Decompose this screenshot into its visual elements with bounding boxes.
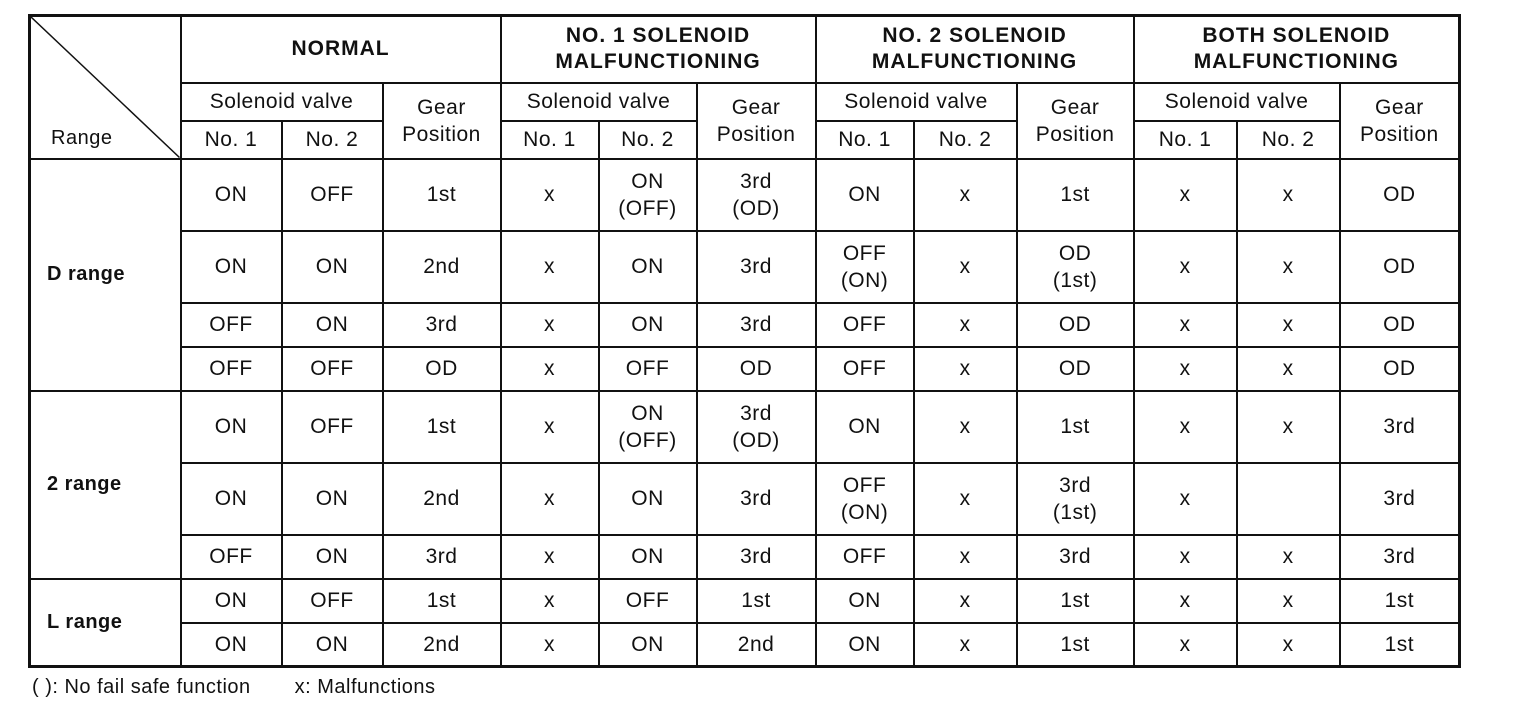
table-cell: x [1237,347,1340,391]
gear-position-header: Gear Position [1340,83,1460,159]
table-row [30,303,1460,347]
table-cell: x [914,159,1017,231]
table-cell: x [1134,535,1237,579]
table-cell: OD [1340,159,1460,231]
gear-position-header: Gear Position [697,83,816,159]
table-cell: OFF [282,391,383,463]
table-cell: x [914,463,1017,535]
table-cell: x [914,535,1017,579]
table-cell: ON [816,159,914,231]
range-label-cell: D range [30,159,181,391]
table-cell: OFF [181,303,282,347]
table-cell: ON [282,535,383,579]
table-cell: x [501,231,599,303]
table-cell: x [1237,623,1340,667]
group-header-no2-malfunctioning: NO. 2 SOLENOID MALFUNCTIONING [816,16,1134,83]
table-cell: x [1134,231,1237,303]
valve-no1-header: No. 1 [1134,121,1237,159]
table-cell: x [1237,159,1340,231]
table-cell: 1st [383,579,501,623]
valve-no2-header: No. 2 [599,121,697,159]
table-row [30,535,1460,579]
group-header-normal: NORMAL [181,16,501,83]
table-cell: ON (OFF) [599,391,697,463]
table-cell: 1st [383,391,501,463]
table-cell: x [914,231,1017,303]
table-cell: 3rd [697,231,816,303]
table-cell: 3rd [697,535,816,579]
table-cell: x [914,579,1017,623]
table-cell: OFF (ON) [816,463,914,535]
table-cell: ON [181,579,282,623]
table-cell: ON [181,463,282,535]
table-cell: ON [599,303,697,347]
table-cell: x [501,391,599,463]
table-cell: 3rd (OD) [697,159,816,231]
table-cell: ON [599,623,697,667]
table-cell: x [1134,159,1237,231]
legend-paren-note: ( ): No fail safe function [32,676,251,698]
range-corner-header [30,16,181,159]
table-cell: OFF (ON) [816,231,914,303]
table-cell: 1st [1340,623,1460,667]
table-cell: x [501,347,599,391]
table-cell: x [501,579,599,623]
table-row [30,463,1460,535]
table-cell: OD [383,347,501,391]
range-label-cell: 2 range [30,391,181,579]
table-cell: 3rd (OD) [697,391,816,463]
table-cell: x [914,303,1017,347]
table-cell: 3rd [1340,535,1460,579]
table-cell: 3rd (1st) [1017,463,1134,535]
solenoid-malfunction-table [28,14,1461,668]
table-cell: ON [181,159,282,231]
table-cell: OD [1340,231,1460,303]
table-cell: x [501,535,599,579]
table-row [30,347,1460,391]
table-cell: 1st [1017,623,1134,667]
table-cell: x [1134,623,1237,667]
table-cell: OD [1340,347,1460,391]
table-cell: 3rd [697,303,816,347]
table-cell: 3rd [1340,391,1460,463]
table-cell: x [501,303,599,347]
table-cell: x [1134,463,1237,535]
solenoid-valve-header: Solenoid valve [501,83,697,121]
gear-position-header: Gear Position [1017,83,1134,159]
valve-no1-header: No. 1 [501,121,599,159]
table-cell: x [914,391,1017,463]
table-row [30,391,1460,463]
table-cell: ON [282,303,383,347]
range-label-cell: L range [30,579,181,667]
table-cell: ON [181,623,282,667]
table-cell: 1st [1340,579,1460,623]
table-cell: 3rd [1017,535,1134,579]
table-cell: 2nd [383,623,501,667]
table-cell: x [1134,303,1237,347]
gear-position-header: Gear Position [383,83,501,159]
table-row [30,579,1460,623]
table-cell: x [1237,303,1340,347]
table-cell: ON [599,535,697,579]
table-cell: x [1134,579,1237,623]
valve-no1-header: No. 1 [816,121,914,159]
table-cell: 2nd [383,231,501,303]
table-cell: OFF [816,303,914,347]
table-cell [1237,463,1340,535]
solenoid-valve-header: Solenoid valve [816,83,1017,121]
table-cell: x [1134,347,1237,391]
table-row [30,159,1460,231]
table-cell: OFF [816,535,914,579]
table-cell: OFF [599,579,697,623]
table-body [30,159,1460,667]
table-cell: OFF [282,579,383,623]
valve-no1-header: No. 1 [181,121,282,159]
table-cell: OFF [282,159,383,231]
table-cell: OD [1340,303,1460,347]
table-cell: ON [181,391,282,463]
table-cell: OFF [599,347,697,391]
table-cell: ON [181,231,282,303]
table-cell: OD (1st) [1017,231,1134,303]
table-cell: x [1134,391,1237,463]
solenoid-valve-header: Solenoid valve [1134,83,1340,121]
table-cell: 1st [1017,579,1134,623]
table-cell: 2nd [383,463,501,535]
table-cell: x [914,347,1017,391]
table-cell: 1st [697,579,816,623]
table-cell: OD [697,347,816,391]
table-cell: x [501,463,599,535]
table-cell: ON [816,623,914,667]
table-cell: x [1237,231,1340,303]
table-cell: 1st [383,159,501,231]
table-cell: ON [282,463,383,535]
table-cell: x [914,623,1017,667]
table-cell: ON (OFF) [599,159,697,231]
table-cell: 3rd [1340,463,1460,535]
table-cell: 3rd [697,463,816,535]
table-row [30,623,1460,667]
table-cell: OD [1017,303,1134,347]
table-cell: 3rd [383,535,501,579]
table-cell: x [1237,535,1340,579]
table-cell: 2nd [697,623,816,667]
table-cell: ON [599,463,697,535]
table-cell: x [501,623,599,667]
group-header-no1-malfunctioning: NO. 1 SOLENOID MALFUNCTIONING [501,16,816,83]
legend-x-note: x: Malfunctions [294,676,436,698]
table-cell: 3rd [383,303,501,347]
table-cell: OFF [181,347,282,391]
table-cell: OFF [181,535,282,579]
valve-no2-header: No. 2 [1237,121,1340,159]
valve-no2-header: No. 2 [282,121,383,159]
table-cell: 1st [1017,159,1134,231]
solenoid-table-wrapper [28,14,1458,668]
table-cell: OFF [816,347,914,391]
legend [32,676,440,699]
table-cell: x [1237,579,1340,623]
solenoid-valve-header: Solenoid valve [181,83,383,121]
subheader-row [30,83,1460,121]
range-label: Range [51,126,113,149]
table-cell: ON [282,231,383,303]
valve-no2-header: No. 2 [914,121,1017,159]
table-cell: ON [282,623,383,667]
table-cell: OD [1017,347,1134,391]
table-cell: OFF [282,347,383,391]
table-cell: ON [816,391,914,463]
table-cell: ON [599,231,697,303]
group-header-both-malfunctioning: BOTH SOLENOID MALFUNCTIONING [1134,16,1460,83]
table-cell: 1st [1017,391,1134,463]
table-cell: ON [816,579,914,623]
table-cell: x [1237,391,1340,463]
table-cell: x [501,159,599,231]
table-row [30,231,1460,303]
